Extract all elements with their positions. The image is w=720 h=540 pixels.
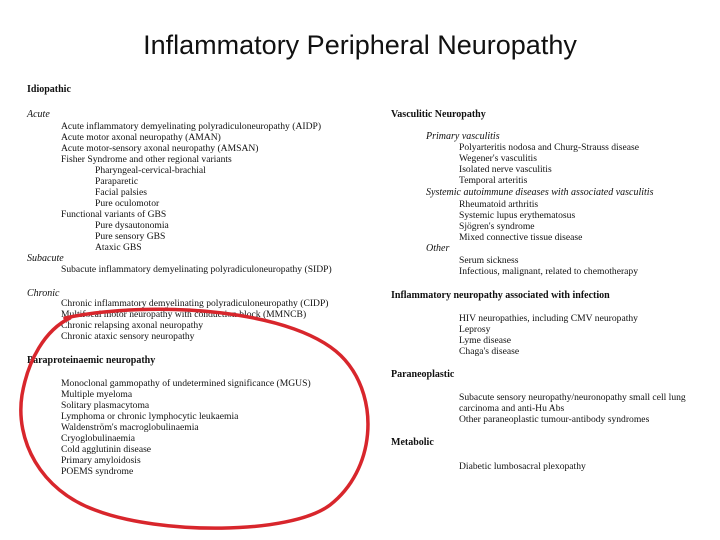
list-item: Pure dysautonomia bbox=[95, 220, 169, 231]
infection-list bbox=[459, 313, 638, 357]
regional-variants-list bbox=[95, 165, 206, 209]
list-item: Wegener's vasculitis bbox=[459, 153, 537, 164]
list-item: Chronic ataxic sensory neuropathy bbox=[61, 331, 195, 342]
list-item: Facial palsies bbox=[95, 187, 147, 198]
list-item: Waldenström's macroglobulinaemia bbox=[61, 422, 199, 433]
chronic-heading: Chronic bbox=[27, 288, 60, 299]
list-item: Chronic relapsing axonal neuropathy bbox=[61, 320, 203, 331]
chronic-list bbox=[61, 298, 329, 342]
paraproteinaemic-heading: Paraproteinaemic neuropathy bbox=[27, 355, 156, 366]
list-item: Multiple myeloma bbox=[61, 389, 133, 400]
list-item: Monoclonal gammopathy of undetermined significance (MGUS) bbox=[61, 378, 311, 389]
list-item: carcinoma and anti-Hu Abs bbox=[459, 403, 565, 414]
metabolic-item: Diabetic lumbosacral plexopathy bbox=[459, 461, 586, 472]
list-item: Lyme disease bbox=[459, 335, 511, 346]
list-item: Cold agglutinin disease bbox=[61, 444, 152, 455]
list-item: Acute motor axonal neuropathy (AMAN) bbox=[61, 132, 221, 143]
paraproteinaemic-list bbox=[61, 378, 311, 477]
list-item: Fisher Syndrome and other regional variants bbox=[61, 154, 232, 165]
list-item: Other paraneoplastic tumour-antibody syndromes bbox=[459, 414, 650, 425]
primary-vasculitis-heading: Primary vasculitis bbox=[426, 131, 500, 142]
list-item: Systemic lupus erythematosus bbox=[459, 210, 576, 221]
list-item: Pharyngeal-cervical-brachial bbox=[95, 165, 206, 176]
other-list bbox=[459, 255, 638, 277]
list-item: Acute inflammatory demyelinating polyradiculoneuropathy (AIDP) bbox=[61, 121, 322, 132]
list-item: Polyarteritis nodosa and Churg-Strauss disease bbox=[459, 142, 639, 153]
list-item: Pure sensory GBS bbox=[95, 231, 166, 242]
list-item: Serum sickness bbox=[459, 255, 519, 266]
infection-heading: Inflammatory neuropathy associated with infection bbox=[391, 290, 610, 301]
list-item: Acute motor-sensory axonal neuropathy (AMSAN) bbox=[61, 143, 259, 154]
list-item: Chronic inflammatory demyelinating polyradiculoneuropathy (CIDP) bbox=[61, 298, 329, 309]
list-item: Temporal arteritis bbox=[459, 175, 528, 186]
list-item: Paraparetic bbox=[95, 176, 139, 187]
list-item: Multifocal motor neuropathy with conduction block (MMNCB) bbox=[61, 309, 307, 320]
list-item: Pure oculomotor bbox=[95, 198, 160, 209]
list-item: Rheumatoid arthritis bbox=[459, 199, 539, 210]
systemic-autoimmune-list bbox=[459, 199, 582, 243]
slide-title: Inflammatory Peripheral Neuropathy bbox=[143, 30, 577, 60]
list-item: Solitary plasmacytoma bbox=[61, 400, 150, 411]
list-item: Chaga's disease bbox=[459, 346, 520, 357]
list-item: Lymphoma or chronic lymphocytic leukaemia bbox=[61, 411, 239, 422]
list-item: Mixed connective tissue disease bbox=[459, 232, 583, 243]
list-item: HIV neuropathies, including CMV neuropathy bbox=[459, 313, 638, 324]
paraneoplastic-list bbox=[459, 392, 686, 425]
list-item: Isolated nerve vasculitis bbox=[459, 164, 552, 175]
other-heading: Other bbox=[426, 243, 450, 254]
paraneoplastic-heading: Paraneoplastic bbox=[391, 369, 455, 380]
list-item: Cryoglobulinaemia bbox=[61, 433, 136, 444]
list-item: POEMS syndrome bbox=[61, 466, 134, 477]
list-item: Infectious, malignant, related to chemotherapy bbox=[459, 266, 639, 277]
systemic-autoimmune-heading: Systemic autoimmune diseases with associated vasculitis bbox=[426, 187, 654, 198]
subacute-heading: Subacute bbox=[27, 253, 64, 264]
acute-heading: Acute bbox=[27, 109, 50, 120]
list-item: Subacute sensory neuropathy/neuronopathy small cell lung bbox=[459, 392, 686, 403]
list-item: Ataxic GBS bbox=[95, 242, 142, 253]
list-item: Primary amyloidosis bbox=[61, 455, 141, 466]
primary-vasculitis-list bbox=[459, 142, 639, 186]
subacute-item: Subacute inflammatory demyelinating polyradiculoneuropathy (SIDP) bbox=[61, 264, 332, 275]
idiopathic-heading: Idiopathic bbox=[27, 84, 71, 95]
functional-variants-list bbox=[95, 220, 169, 253]
acute-list bbox=[61, 121, 321, 165]
functional-variants-heading: Functional variants of GBS bbox=[61, 209, 167, 220]
metabolic-heading: Metabolic bbox=[391, 437, 434, 448]
list-item: Leprosy bbox=[459, 324, 491, 335]
list-item: Sjögren's syndrome bbox=[459, 221, 535, 232]
vasculitic-heading: Vasculitic Neuropathy bbox=[391, 109, 486, 120]
